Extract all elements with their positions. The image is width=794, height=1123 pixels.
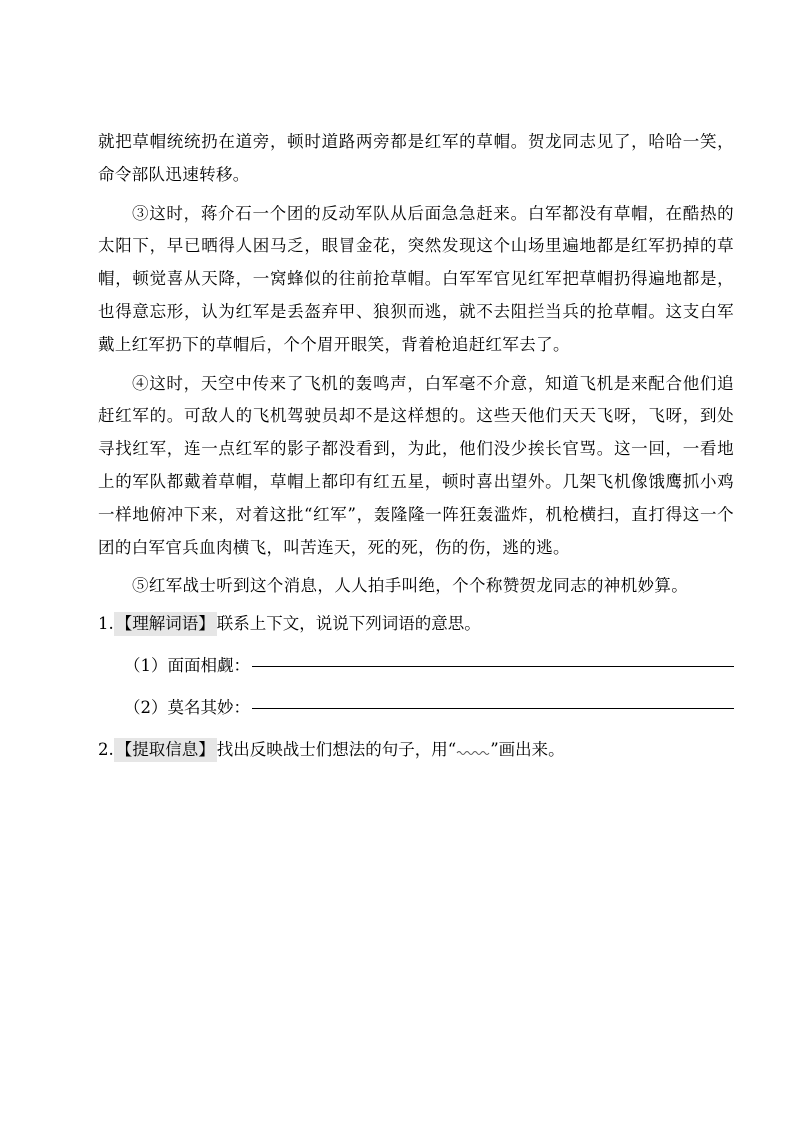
question-2-prompt-after: ”画出来。	[490, 740, 565, 760]
question-1-item-2	[98, 687, 734, 729]
question-1-item-1-label: （1）面面相觑：	[124, 656, 250, 676]
question-1-tag: 【理解词语】	[114, 612, 217, 636]
document-page	[98, 126, 734, 771]
paragraph-continuation: 就把草帽统统扔在道旁，顿时道路两旁都是红军的草帽。贺龙同志见了，哈哈一笑，命令部队迅速转移。	[98, 132, 734, 184]
question-1-prompt: 联系上下文，说说下列词语的意思。	[216, 614, 481, 634]
paragraph-5: ⑤红军战士听到这个消息，人人拍手叫绝，个个称赞贺龙同志的神机妙算。	[132, 576, 689, 596]
question-1-item-2-label: （2）莫名其妙：	[124, 698, 250, 718]
question-2-tag: 【提取信息】	[114, 738, 217, 762]
paragraph-4: ④这时，天空中传来了飞机的轰鸣声，白军毫不介意，知道飞机是来配合他们追赶红军的。可敌人的飞机驾驶员却不是这样想的。这些天他们天天飞呀，飞呀，到处寻找红军，连一点红军的影子都没看到，为此，他们没少挨长官骂。这一回，一看地上的军队都戴着草帽，草帽上都印有红五星，顿时喜出望外。几架飞机像饿鹰抓小鸡一样地俯冲下来，对着这批“红军”，轰隆隆一阵狂轰滥炸，机枪横扫，直打得这一个团的白军官兵血肉横飞，叫苦连天，死的死，伤的伤，逃的逃。	[98, 373, 734, 557]
answer-blank-1[interactable]	[252, 665, 734, 667]
question-1-number: 1.	[98, 614, 114, 634]
question-1	[98, 603, 734, 645]
question-2-prompt-before: 找出反映战士们想法的句子，用“	[216, 740, 457, 760]
question-2	[98, 729, 734, 771]
answer-blank-2[interactable]	[252, 707, 734, 709]
wavy-underline-icon	[456, 747, 490, 757]
question-1-item-1	[98, 645, 734, 687]
question-2-number: 2.	[98, 740, 114, 760]
paragraph-3: ③这时，蒋介石一个团的反动军队从后面急急赶来。白军都没有草帽，在酷热的太阳下，早已晒得人困马乏，眼冒金花，突然发现这个山场里遍地都是红军扔掉的草帽，顿觉喜从天降，一窝蜂似的往前抢草帽。白军军官见红军把草帽扔得遍地都是，也得意忘形，认为红军是丢盔弃甲、狼狈而逃，就不去阻拦当兵的抢草帽。这支白军戴上红军扔下的草帽后，个个眉开眼笑，背着枪追赶红军去了。	[98, 203, 734, 354]
